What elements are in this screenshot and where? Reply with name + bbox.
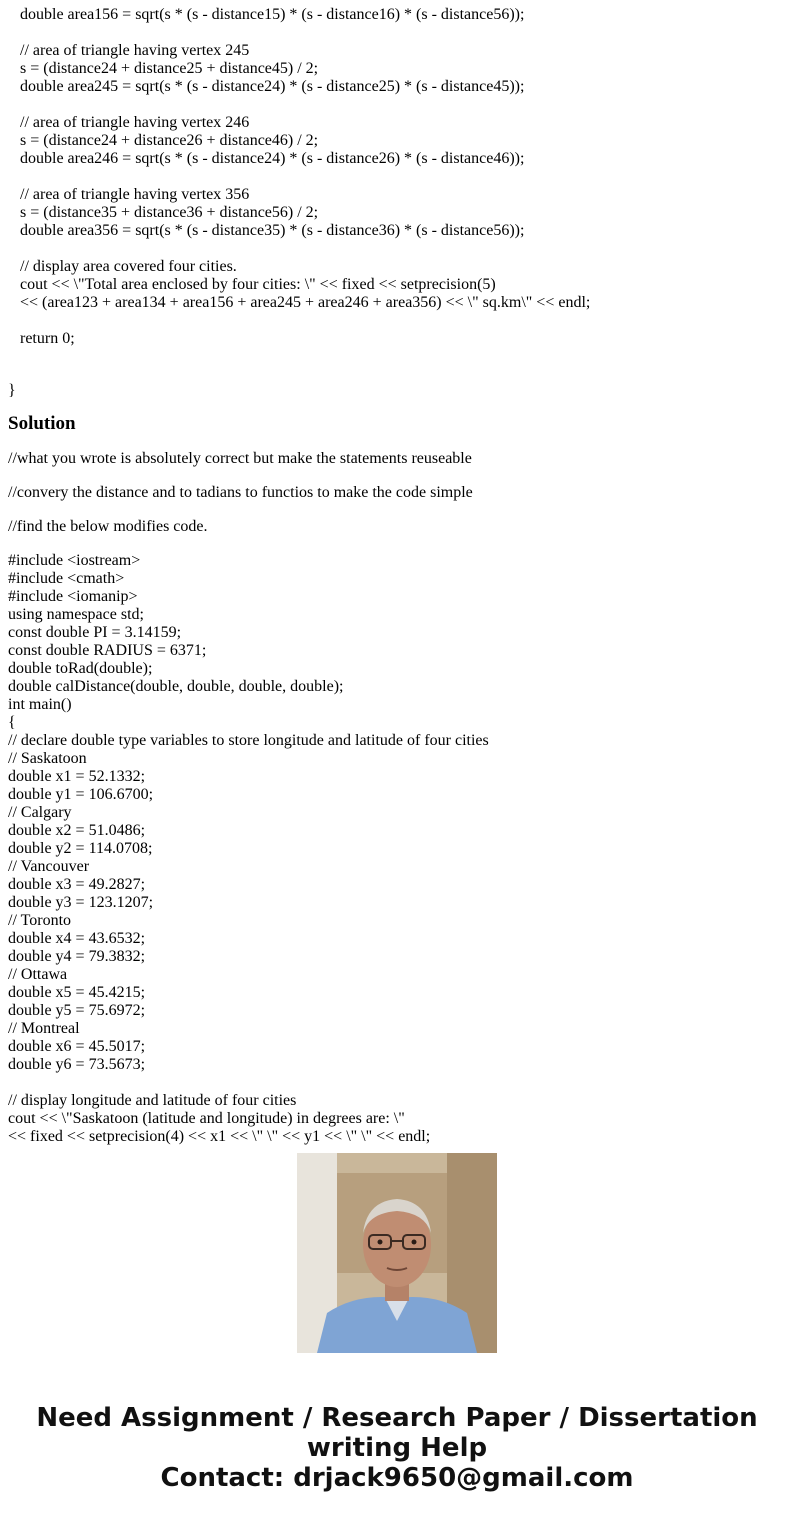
code-line: double x2 = 51.0486; bbox=[8, 822, 146, 839]
code-line: // area of triangle having vertex 245 bbox=[20, 42, 250, 59]
code-line bbox=[8, 1074, 788, 1092]
code-line bbox=[8, 312, 788, 330]
code-line bbox=[8, 96, 788, 114]
solution-note: //find the below modifies code. bbox=[8, 518, 208, 535]
code-line: int main() bbox=[8, 696, 72, 713]
code-line: double x3 = 49.2827; bbox=[8, 876, 146, 893]
closing-brace: } bbox=[8, 382, 16, 399]
code-line bbox=[8, 240, 788, 258]
code-line: using namespace std; bbox=[8, 606, 144, 623]
code-line: double x1 = 52.1332; bbox=[8, 768, 146, 785]
code-line: s = (distance24 + distance25 + distance45) / 2; bbox=[20, 60, 319, 77]
author-avatar bbox=[297, 1153, 497, 1353]
code-line: double toRad(double); bbox=[8, 660, 153, 677]
code-line: double y5 = 75.6972; bbox=[8, 1002, 146, 1019]
code-line: // display area covered four cities. bbox=[20, 258, 237, 275]
code-line: // Toronto bbox=[8, 912, 72, 929]
code-line: s = (distance24 + distance26 + distance46) / 2; bbox=[20, 132, 319, 149]
cta-line-3: Contact: drjack9650@gmail.com bbox=[160, 1463, 634, 1493]
code-line: #include <iomanip> bbox=[8, 588, 138, 605]
code-line: double y1 = 106.6700; bbox=[8, 786, 154, 803]
code-line: // Calgary bbox=[8, 804, 72, 821]
solution-note: //convery the distance and to tadians to functios to make the code simple bbox=[8, 484, 473, 501]
document-body bbox=[8, 0, 788, 1145]
code-line: double y3 = 123.1207; bbox=[8, 894, 154, 911]
code-line: double area356 = sqrt(s * (s - distance35) * (s - distance36) * (s - distance56)); bbox=[20, 222, 525, 239]
code-block-top bbox=[8, 6, 788, 348]
cta-line-1: Need Assignment / Research Paper / Dissertation bbox=[36, 1403, 758, 1433]
contact-banner bbox=[0, 1403, 794, 1493]
code-line: cout << \"Total area enclosed by four cities: \" << fixed << setprecision(5) bbox=[20, 276, 496, 293]
code-line: // declare double type variables to store longitude and latitude of four cities bbox=[8, 732, 489, 749]
code-line: return 0; bbox=[20, 330, 75, 347]
code-line: const double RADIUS = 6371; bbox=[8, 642, 207, 659]
code-line: << fixed << setprecision(4) << x1 << \" \" << y1 << \" \" << endl; bbox=[8, 1128, 431, 1145]
code-line: #include <iostream> bbox=[8, 552, 141, 569]
code-line: // display longitude and latitude of four cities bbox=[8, 1092, 297, 1109]
code-line: // area of triangle having vertex 356 bbox=[20, 186, 250, 203]
code-line bbox=[8, 168, 788, 186]
code-line: double area245 = sqrt(s * (s - distance24) * (s - distance25) * (s - distance45)); bbox=[20, 78, 525, 95]
code-line bbox=[8, 24, 788, 42]
code-line: double x6 = 45.5017; bbox=[8, 1038, 146, 1055]
code-line: // Ottawa bbox=[8, 966, 68, 983]
code-line: const double PI = 3.14159; bbox=[8, 624, 182, 641]
author-photo-icon bbox=[297, 1153, 497, 1353]
code-line: double y6 = 73.5673; bbox=[8, 1056, 146, 1073]
code-line: // Montreal bbox=[8, 1020, 80, 1037]
code-line: // area of triangle having vertex 246 bbox=[20, 114, 250, 131]
solution-heading: Solution bbox=[8, 413, 76, 434]
code-line: double y4 = 79.3832; bbox=[8, 948, 146, 965]
solution-notes bbox=[8, 450, 788, 552]
code-line: // Vancouver bbox=[8, 858, 90, 875]
solution-note: //what you wrote is absolutely correct but make the statements reuseable bbox=[8, 450, 472, 467]
code-line: double area156 = sqrt(s * (s - distance15) * (s - distance16) * (s - distance56)); bbox=[20, 6, 525, 23]
code-line: #include <cmath> bbox=[8, 570, 125, 587]
code-line: double x4 = 43.6532; bbox=[8, 930, 146, 947]
code-line: // Saskatoon bbox=[8, 750, 87, 767]
code-line: double y2 = 114.0708; bbox=[8, 840, 153, 857]
code-line: s = (distance35 + distance36 + distance56) / 2; bbox=[20, 204, 319, 221]
code-line: { bbox=[8, 714, 16, 731]
code-line: << (area123 + area134 + area156 + area245 + area246 + area356) << \" sq.km\" << endl; bbox=[20, 294, 591, 311]
code-line: double x5 = 45.4215; bbox=[8, 984, 146, 1001]
code-line: double calDistance(double, double, double, double); bbox=[8, 678, 344, 695]
code-line: cout << \"Saskatoon (latitude and longitude) in degrees are: \" bbox=[8, 1110, 405, 1127]
cta-line-2: writing Help bbox=[306, 1433, 488, 1463]
code-line: double area246 = sqrt(s * (s - distance24) * (s - distance26) * (s - distance46)); bbox=[20, 150, 525, 167]
code-block-bottom bbox=[8, 552, 788, 1146]
